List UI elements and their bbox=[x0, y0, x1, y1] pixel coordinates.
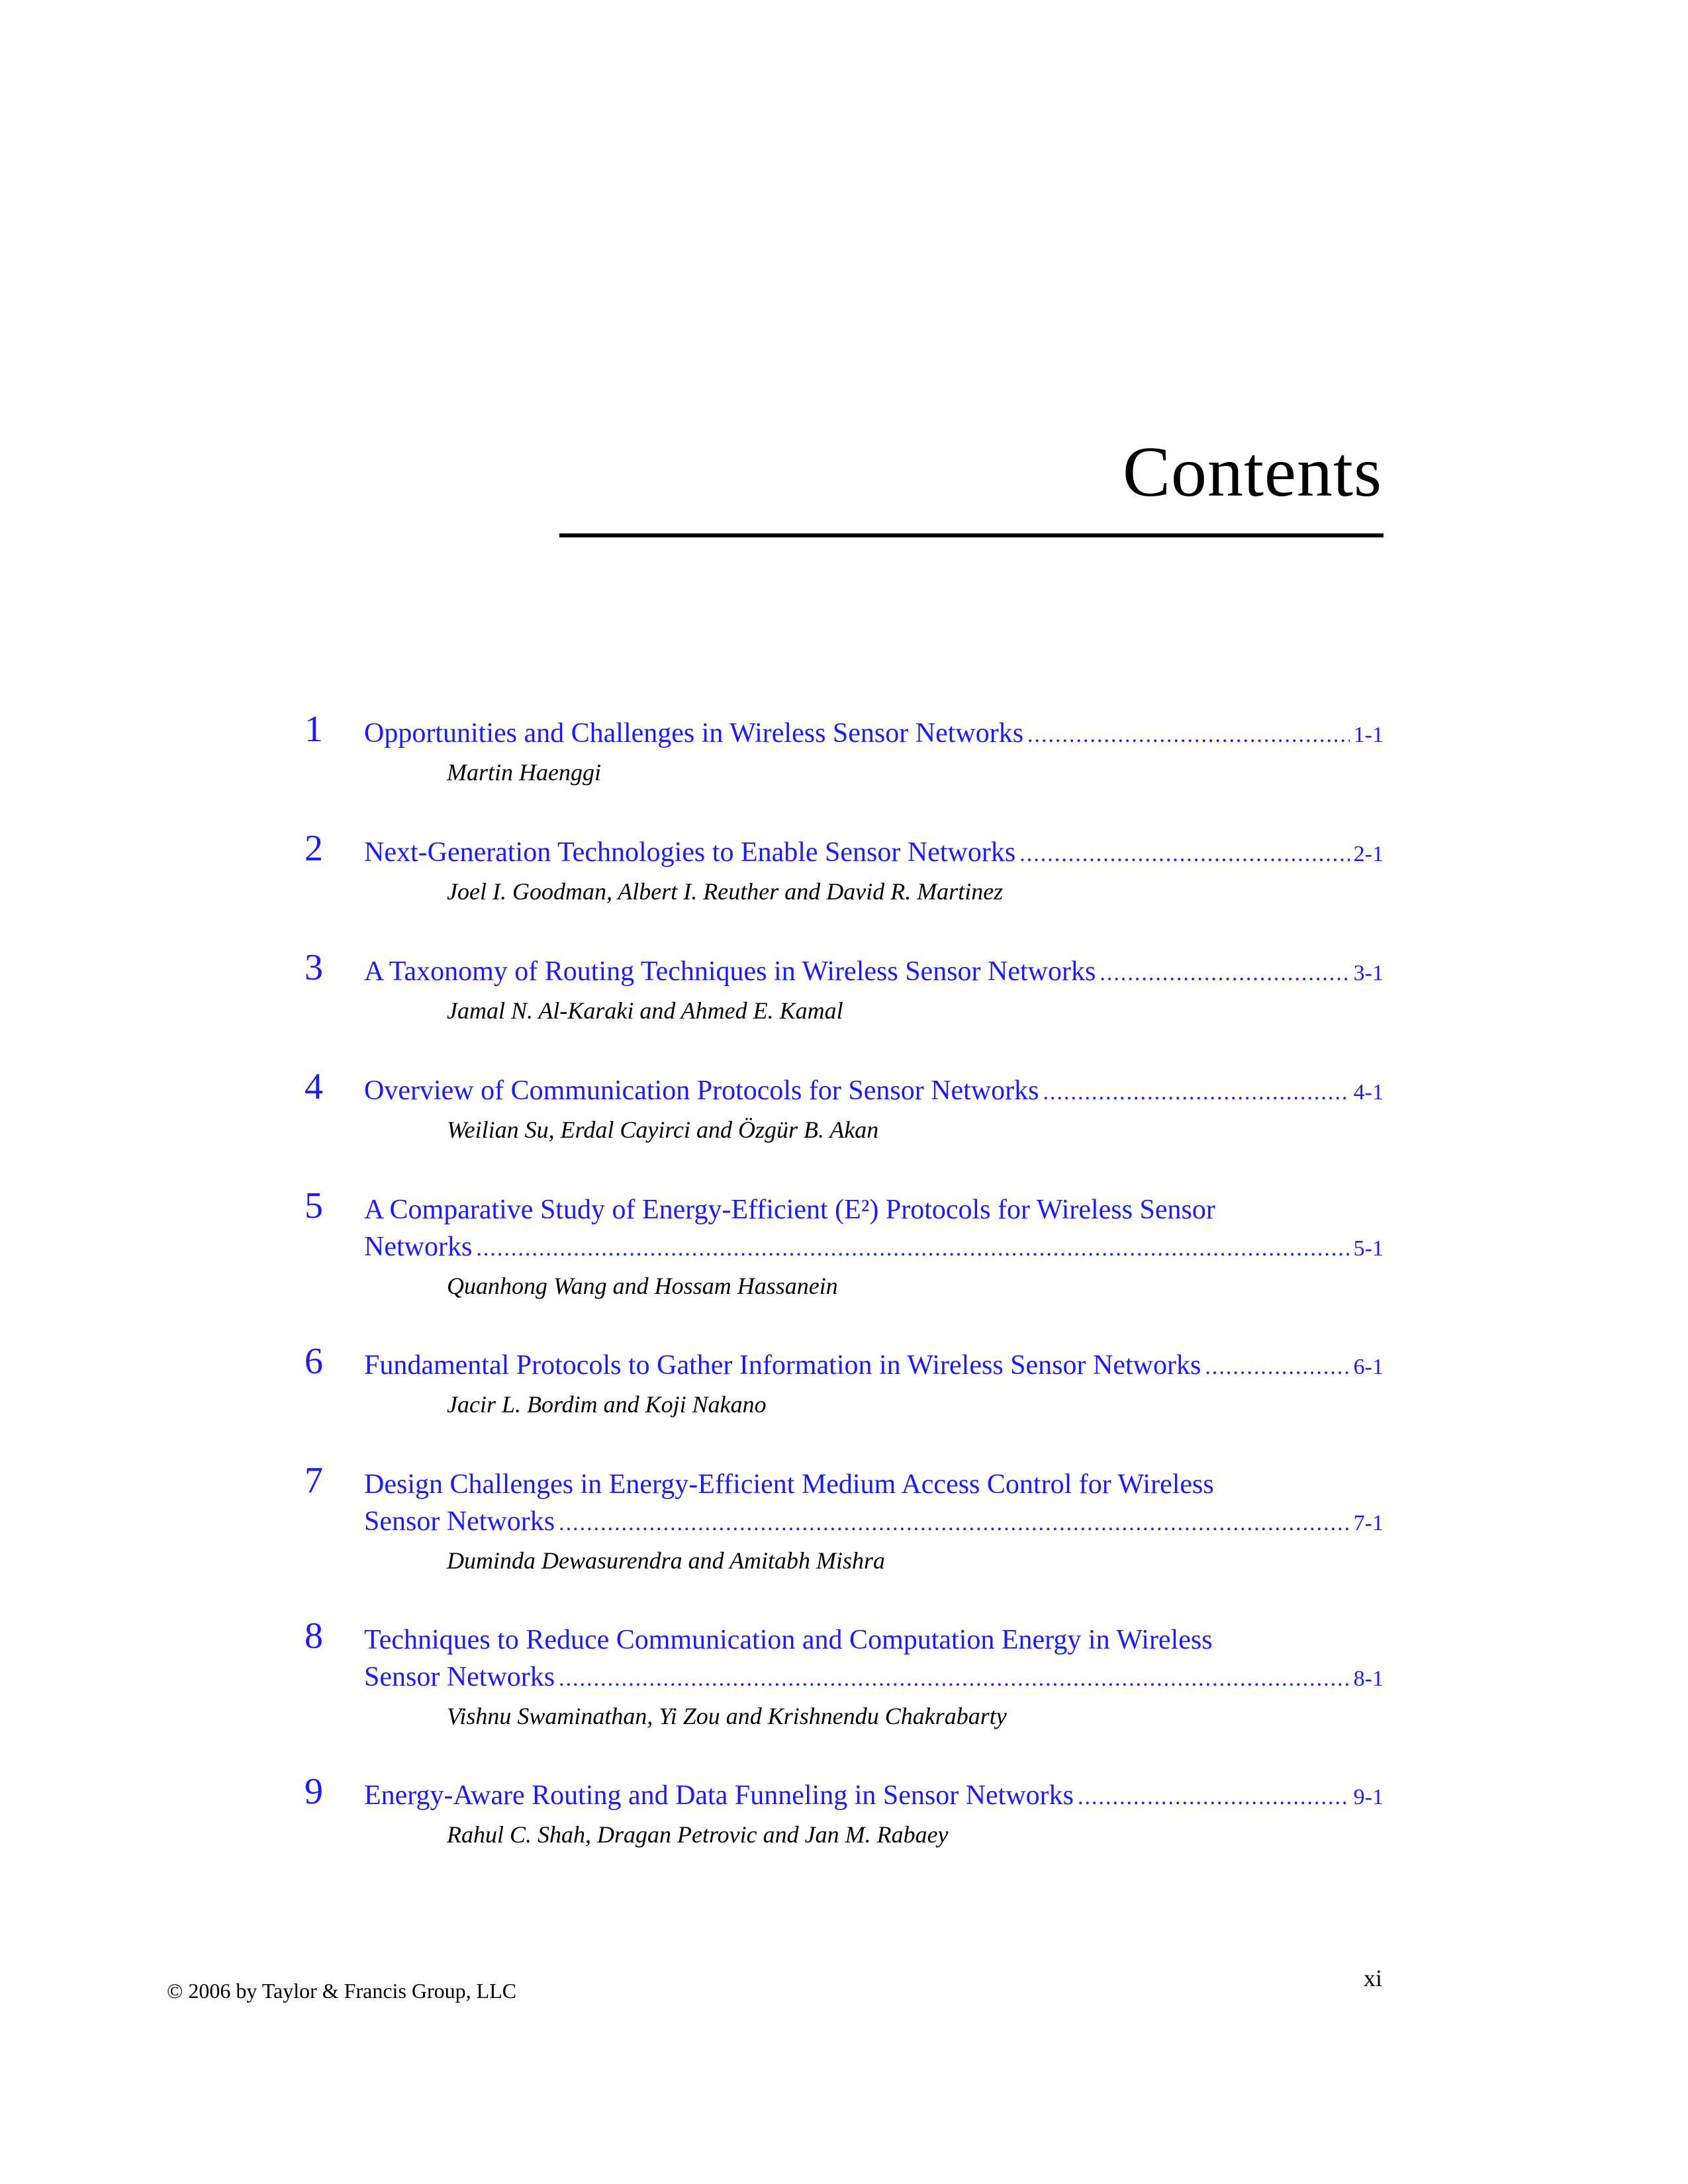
toc-entry-4[interactable] bbox=[305, 1066, 1383, 1191]
chapter-link[interactable] bbox=[364, 953, 1383, 992]
leader-dots bbox=[1205, 1349, 1349, 1386]
chapter-title: A Taxonomy of Routing Techniques in Wireless Sensor Networks bbox=[364, 956, 1096, 987]
chapter-page: 3-1 bbox=[1353, 961, 1383, 985]
chapter-authors: Jamal N. Al-Karaki and Ahmed E. Kamal bbox=[447, 997, 843, 1024]
chapter-authors: Joel I. Goodman, Albert I. Reuther and David R. Martinez bbox=[447, 878, 1004, 905]
chapter-page: 1-1 bbox=[1353, 723, 1383, 747]
leader-dots bbox=[559, 1661, 1350, 1698]
chapter-number: 8 bbox=[305, 1615, 323, 1657]
chapter-link[interactable] bbox=[364, 1621, 1383, 1698]
page-number: xi bbox=[1363, 1965, 1382, 1991]
chapter-title: Opportunities and Challenges in Wireless Sensor Networks bbox=[364, 718, 1024, 749]
leader-dots bbox=[1043, 1074, 1350, 1111]
chapter-authors: Vishnu Swaminathan, Yi Zou and Krishnendu Chakrabarty bbox=[447, 1703, 1007, 1729]
chapter-page: 4-1 bbox=[1353, 1080, 1383, 1105]
chapter-authors: Martin Haenggi bbox=[447, 759, 601, 786]
toc-entry-7[interactable] bbox=[305, 1460, 1383, 1621]
chapter-authors: Rahul C. Shah, Dragan Petrovic and Jan M. Rabaey bbox=[447, 1821, 949, 1848]
chapter-title-line-1: Techniques to Reduce Communication and Computation Energy in Wireless bbox=[364, 1625, 1213, 1655]
chapter-title: Next-Generation Technologies to Enable Sensor Networks bbox=[364, 837, 1016, 868]
chapter-number: 9 bbox=[305, 1771, 323, 1812]
chapter-number: 6 bbox=[305, 1341, 323, 1382]
chapter-number: 4 bbox=[305, 1066, 323, 1107]
chapter-title-line-2: Sensor Networks bbox=[364, 1662, 555, 1692]
chapter-title-line-2: Sensor Networks bbox=[364, 1506, 555, 1537]
chapter-authors: Jacir L. Bordim and Koji Nakano bbox=[447, 1391, 767, 1418]
chapter-link[interactable] bbox=[364, 1466, 1383, 1542]
toc-entry-9[interactable] bbox=[305, 1771, 1383, 1896]
toc-entry-6[interactable] bbox=[305, 1341, 1383, 1466]
chapter-number: 1 bbox=[305, 709, 323, 750]
chapter-title-line-2: Networks bbox=[364, 1232, 473, 1262]
chapter-link[interactable] bbox=[364, 1191, 1383, 1267]
chapter-link[interactable] bbox=[364, 715, 1383, 754]
page-title: Contents bbox=[1122, 433, 1382, 512]
leader-dots bbox=[1078, 1779, 1350, 1816]
chapter-authors: Duminda Dewasurendra and Amitabh Mishra bbox=[447, 1547, 886, 1574]
leader-dots bbox=[1027, 717, 1350, 754]
chapter-number: 7 bbox=[305, 1460, 323, 1501]
chapter-title-line-1: A Comparative Study of Energy-Efficient (E²) Protocols for Wireless Sensor bbox=[364, 1195, 1215, 1225]
chapter-number: 2 bbox=[305, 828, 323, 869]
toc-entry-8[interactable] bbox=[305, 1615, 1383, 1777]
chapter-title: Overview of Communication Protocols for Sensor Networks bbox=[364, 1075, 1039, 1106]
chapter-page: 2-1 bbox=[1353, 842, 1383, 866]
chapter-title: Fundamental Protocols to Gather Information in Wireless Sensor Networks bbox=[364, 1350, 1201, 1381]
chapter-link[interactable] bbox=[364, 1347, 1383, 1386]
copyright-notice: © 2006 by Taylor & Francis Group, LLC bbox=[167, 1979, 517, 2003]
toc-entry-2[interactable] bbox=[305, 828, 1383, 953]
chapter-page: 7-1 bbox=[1353, 1511, 1383, 1535]
toc-entry-3[interactable] bbox=[305, 947, 1383, 1072]
chapter-link[interactable] bbox=[364, 834, 1383, 873]
table-of-contents bbox=[305, 709, 1383, 1896]
chapter-page: 9-1 bbox=[1353, 1785, 1383, 1809]
leader-dots bbox=[559, 1505, 1350, 1542]
chapter-link[interactable] bbox=[364, 1072, 1383, 1111]
chapter-authors: Quanhong Wang and Hossam Hassanein bbox=[447, 1273, 838, 1299]
chapter-link[interactable] bbox=[364, 1777, 1383, 1816]
leader-dots bbox=[476, 1230, 1349, 1267]
chapter-number: 3 bbox=[305, 947, 323, 988]
leader-dots bbox=[1100, 955, 1349, 992]
chapter-number: 5 bbox=[305, 1185, 323, 1226]
title-rule bbox=[559, 533, 1383, 537]
chapter-page: 8-1 bbox=[1353, 1666, 1383, 1691]
leader-dots bbox=[1019, 836, 1349, 873]
chapter-title-line-1: Design Challenges in Energy-Efficient Medium Access Control for Wireless bbox=[364, 1469, 1214, 1500]
toc-entry-1[interactable] bbox=[305, 709, 1383, 834]
chapter-authors: Weilian Su, Erdal Cayirci and Özgür B. Akan bbox=[447, 1116, 879, 1143]
chapter-page: 6-1 bbox=[1353, 1355, 1383, 1379]
chapter-page: 5-1 bbox=[1353, 1236, 1383, 1261]
toc-entry-5[interactable] bbox=[305, 1185, 1383, 1347]
chapter-title: Energy-Aware Routing and Data Funneling in Sensor Networks bbox=[364, 1780, 1074, 1811]
